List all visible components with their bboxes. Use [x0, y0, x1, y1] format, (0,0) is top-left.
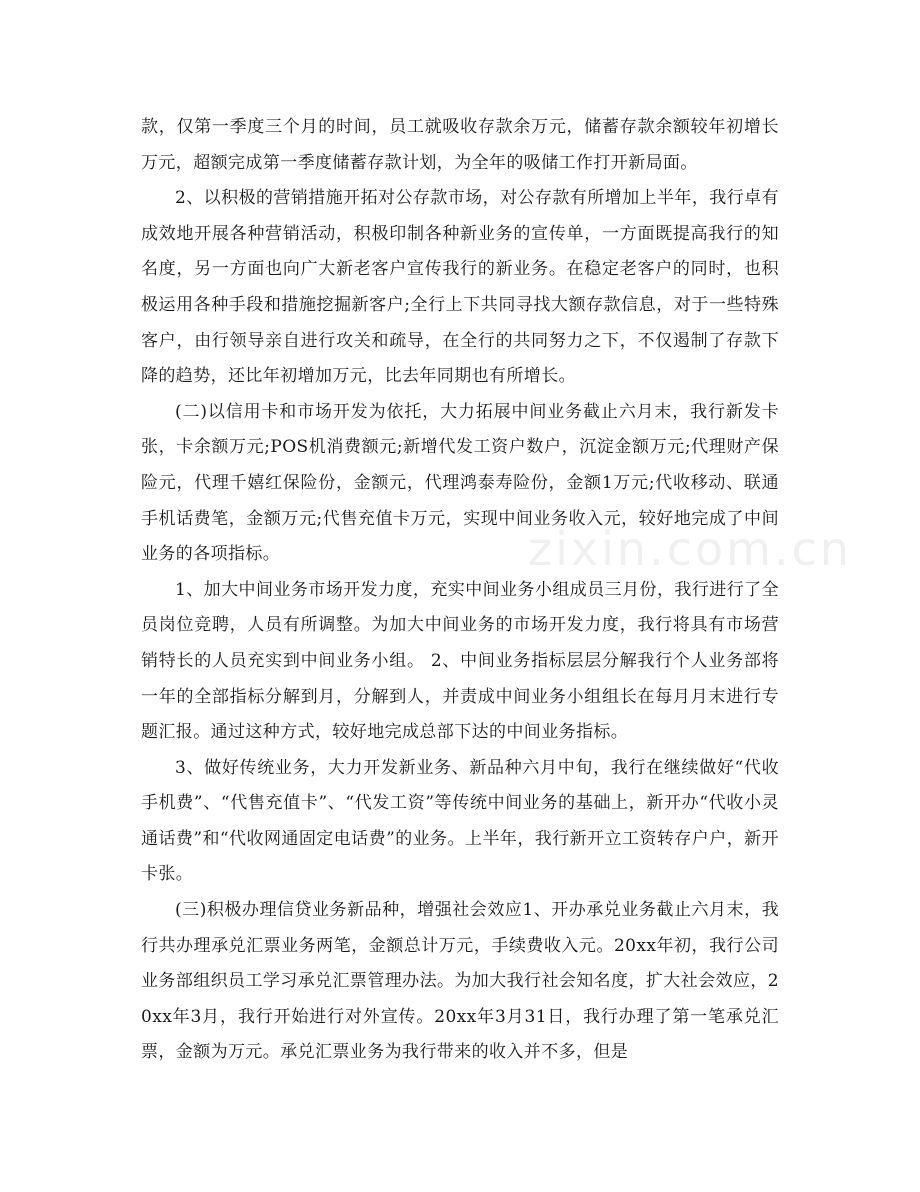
paragraph-1: 款，仅第一季度三个月的时间，员工就吸收存款余万元，储蓄存款余额较年初增长万元，超额完成第一季度储蓄存款计划，为全年的吸储工作打开新局面。	[141, 117, 779, 173]
paragraph-3: (二)以信用卡和市场开发为依托，大力拓展中间业务截止六月末，我行新发卡张，卡余额万元;POS机消费额元;新增代发工资户数户，沉淀金额万元;代理财产保险元，代理千嬉红保险份，金额元，代理鸿泰寿险份，金额1万元;代收移动、联通手机话费笔，金额万元;代售充值卡万元，实现中间业务收入元，较好地完成了中间业务的各项指标。	[141, 401, 779, 565]
paragraph-5: 3、做好传统业务，大力开发新业务、新品种六月中旬，我行在继续做好“代收手机费”、“代售充值卡”、“代发工资”等传统中间业务的基础上，新开办“代收小灵通话费”和“代收网通固定电话费”的业务。上半年，我行新开立工资转存户户，新开卡张。	[141, 757, 779, 885]
paragraph-2: 2、以积极的营销措施开拓对公存款市场，对公存款有所增加上半年，我行卓有成效地开展各种营销活动，积极印制各种新业务的宣传单，一方面既提高我行的知名度，另一方面也向广大新老客户宣传我行的新业务。在稳定老客户的同时，也积极运用各种手段和措施挖掘新客户;全行上下共同寻找大额存款信息，对于一些特殊客户，由行领导亲自进行攻关和疏导，在全行的共同努力之下，不仅遏制了存款下降的趋势，还比年初增加万元，比去年同期也有所增长。	[141, 188, 779, 387]
watermark: zixin.com.cn	[528, 522, 853, 576]
paragraph-6: (三)积极办理信贷业务新品种，增强社会效应1、开办承兑业务截止六月末，我行共办理承兑汇票业务两笔，金额总计万元，手续费收入元。20xx年初，我行公司业务部组织员工学习承兑汇票管理办法。为加大我行社会知名度，扩大社会效应，20xx年3月，我行开始进行对外宣传。20xx年3月31日，我行办理了第一笔承兑汇票，金额为万元。承兑汇票业务为我行带来的收入并不多，但是	[141, 900, 779, 1063]
paragraph-4: 1、加大中间业务市场开发力度，充实中间业务小组成员三月份，我行进行了全员岗位竞聘，人员有所调整。为加大中间业务的市场开发力度，我行将具有市场营销特长的人员充实到中间业务小组。 2、中间业务指标层层分解我行个人业务部将一年的全部指标分解到月，分解到人，并责成中间业务小组组长在每月月末进行专题汇报。通过这种方式，较好地完成总部下达的中间业务指标。	[141, 579, 779, 743]
document-body	[141, 110, 779, 1071]
